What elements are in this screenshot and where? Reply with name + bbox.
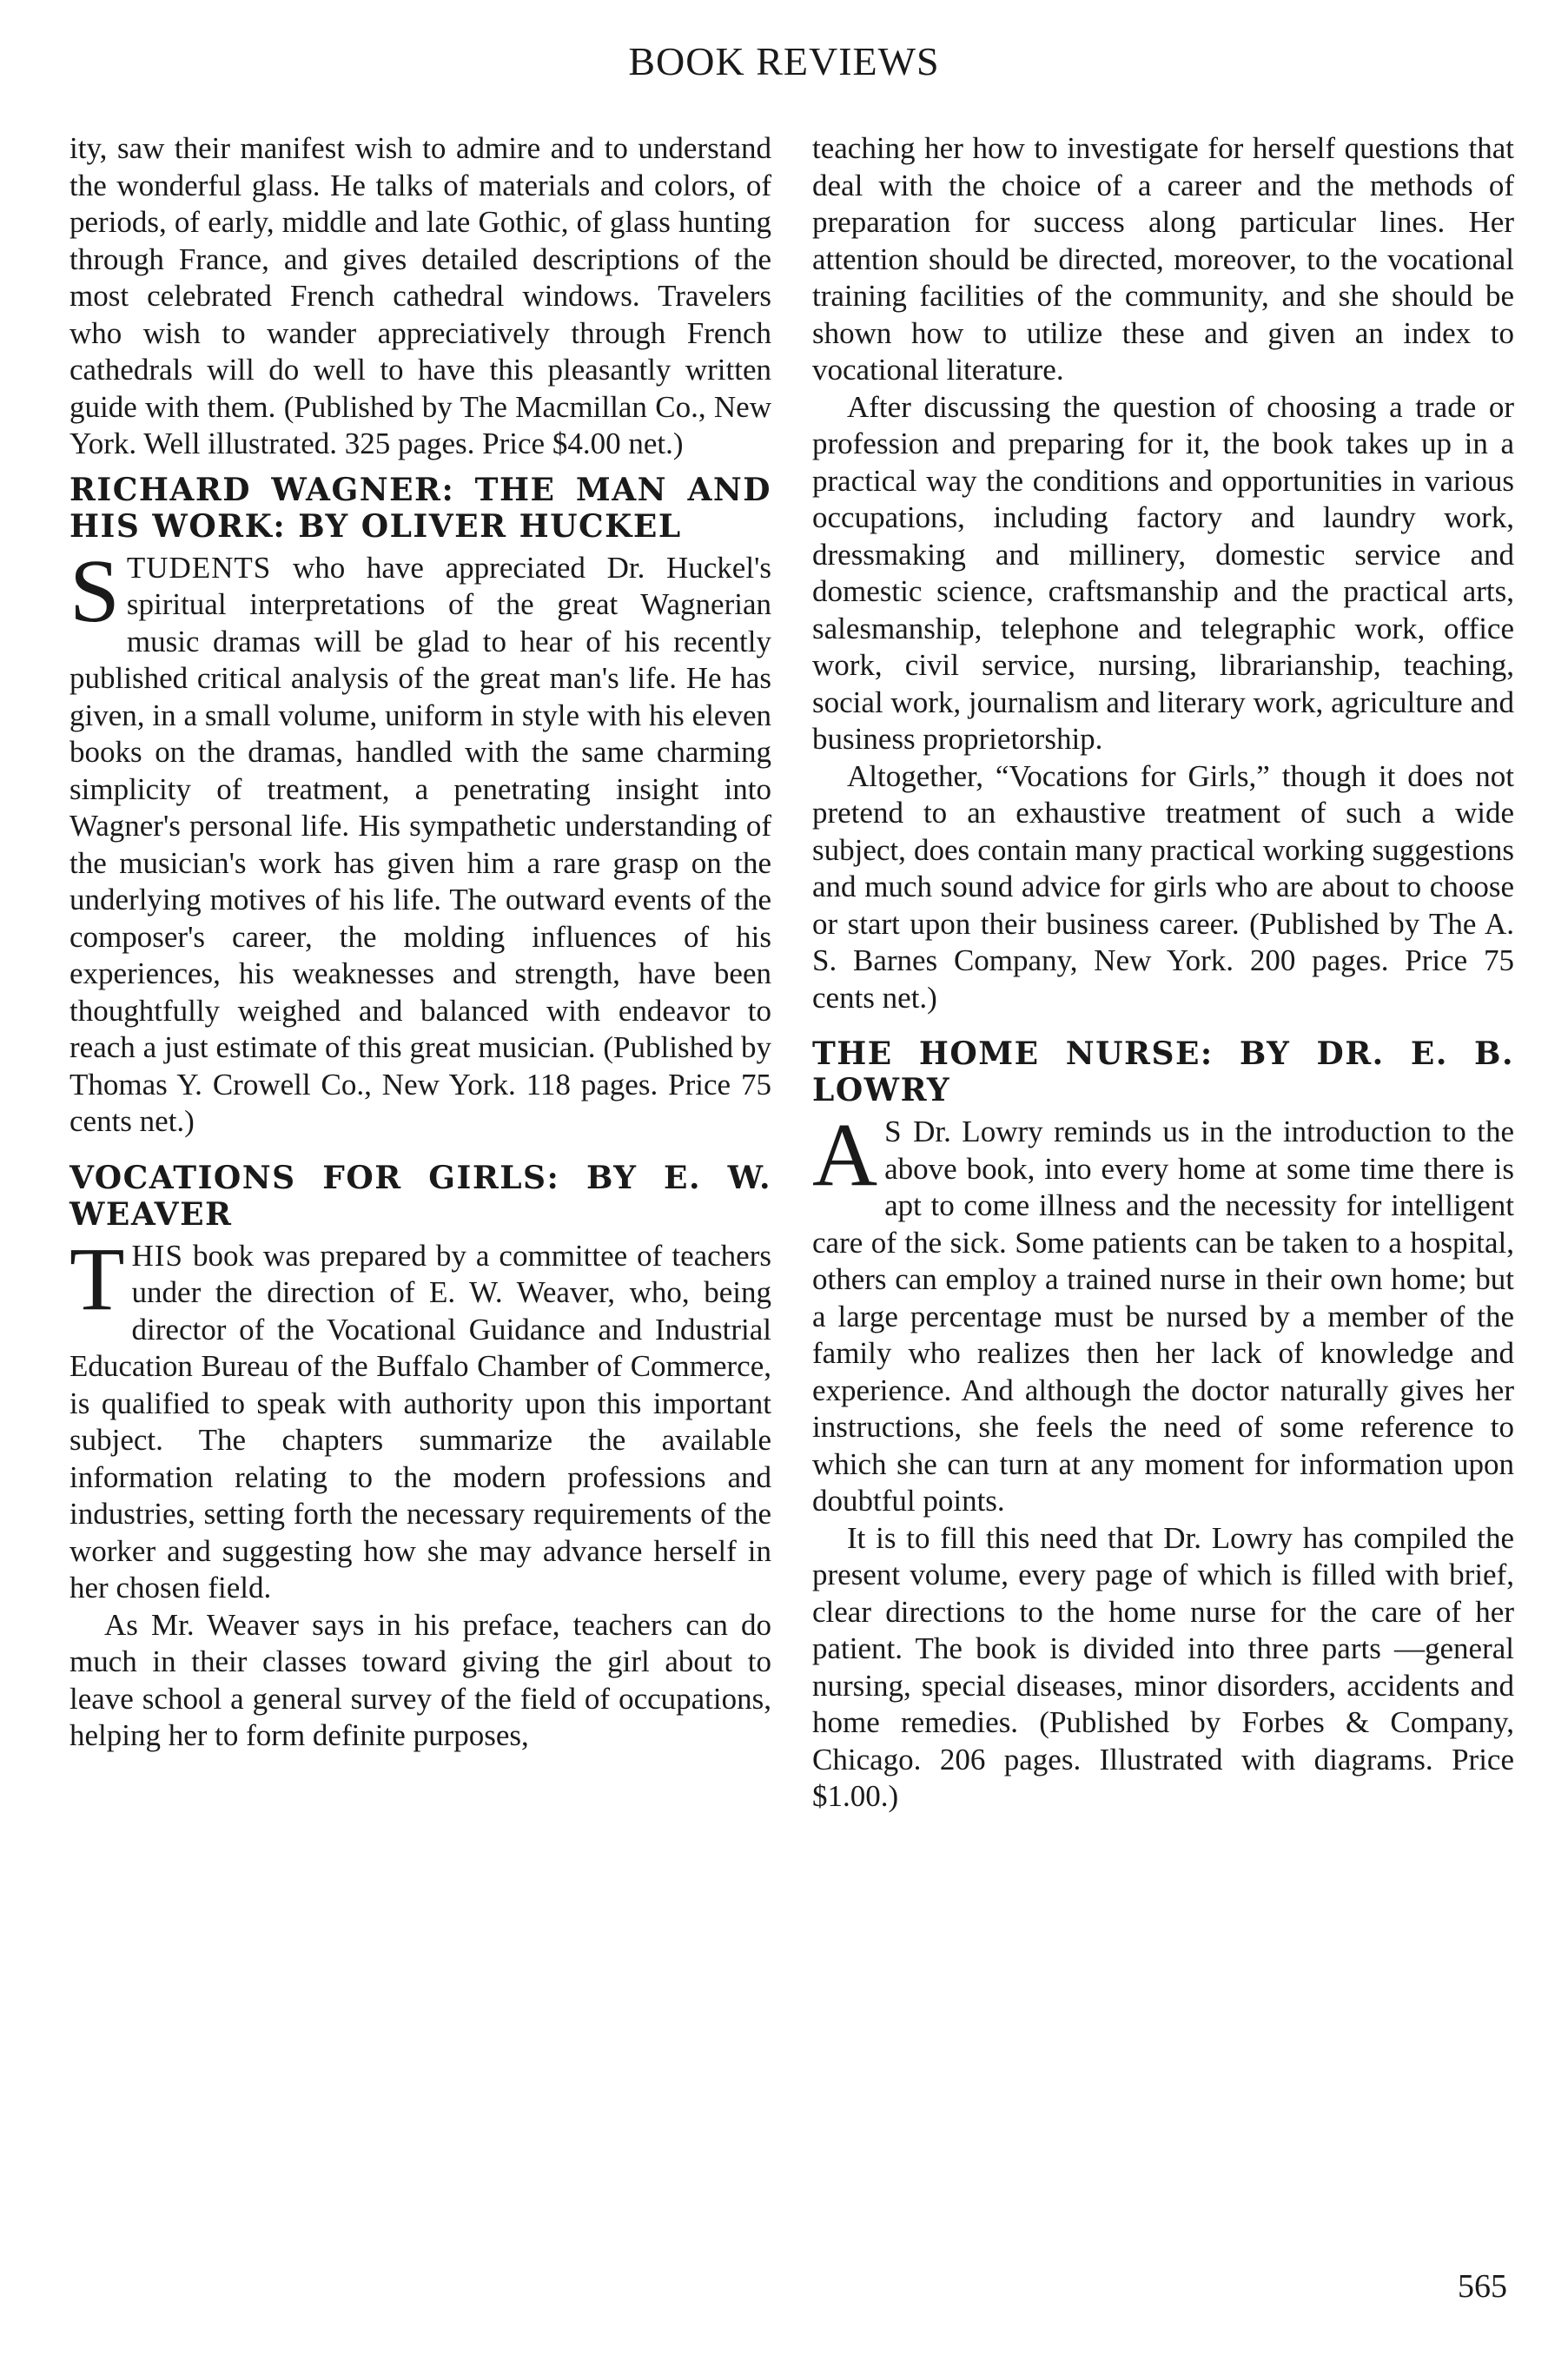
paragraph-text: who have appreciated Dr. Huckel's spiritual interpretations of the great Wagnerian music dramas will be glad to hear of his recently published critical analysis of the great man's life. He has given, in a small volume, uniform in style with his eleven books on the dramas, handled with the same charming simplicity of treatment, a penetrating insight into Wagner's personal life. His sympathetic understanding of the musician's work has given him a rare grasp on the underlying motives of his life. The outward events of the composer's career, the molding influences of his experiences, his weaknesses and strength, have been thoughtfully weighed and balanced with endeavor to reach a just estimate of this great musician. (Published by Thomas Y. Crowell Co., New York. 118 pages. Price 75 cents net.) (69, 550, 771, 1138)
review-heading-home-nurse: THE HOME NURSE: BY DR. E. B. LOWRY (812, 1035, 1514, 1108)
drop-cap: A (812, 1105, 878, 1205)
review-paragraph-home-nurse-1 (812, 1105, 1514, 1520)
paragraph-text: Dr. Lowry reminds us in the introduction to the above book, into every home at some time there is apt to come illness and the necessity for intelligent care of the sick. Some patients can be taken to a hospital, others can employ a trained nurse in their own home; but a large percentage must be nursed by a member of the family who realizes then her lack of knowledge and experience. And although the doctor naturally gives her instructions, she feels the need of some reference to which she can turn at any moment for information upon doubtful points. (812, 1115, 1514, 1518)
review-paragraph-home-nurse-2: It is to fill this need that Dr. Lowry has compiled the present volume, every page of which is filled with brief, clear directions to the home nurse for the care of her patient. The book is divided into three parts —general nursing, special diseases, minor disorders, accidents and home remedies. (Published by Forbes & Company, Chicago. 206 pages. Illustrated with diagrams. Price $1.00.) (812, 1520, 1514, 1813)
lead-word: S (884, 1115, 903, 1148)
review-paragraph-vocations-2-cont: teaching her how to investigate for herself questions that deal with the choice of a career and the methods of preparation for success along particular lines. Her attention should be directed, moreover, to the vocational training facilities of the community, and she should be shown how to utilize these and given an index to vocational literature. (812, 131, 1514, 387)
drop-cap: T (69, 1228, 125, 1329)
lead-word: TUDENTS (126, 550, 272, 585)
review-heading-vocations: VOCATIONS FOR GIRLS: BY E. W. WEAVER (69, 1159, 771, 1233)
review-heading-wagner: RICHARD WAGNER: THE MAN AND HIS WORK: BY OLIVER HUCKEL (69, 471, 771, 545)
right-column (812, 130, 1514, 1816)
review-paragraph-wagner (69, 540, 771, 1141)
drop-cap: S (69, 540, 120, 641)
review-paragraph-vocations-2: As Mr. Weaver says in his preface, teachers can do much in their classes toward giving the girl about to leave school a general survey of the field of occupations, helping her to form definite purposes, (69, 1607, 771, 1752)
review-paragraph-vocations-1 (69, 1228, 771, 1607)
lead-word: HIS (131, 1238, 183, 1273)
paragraph-text: book was prepared by a committee of teachers under the direction of E. W. Weaver, who, being director of the Vocational Guidance and Industrial Education Bureau of the Buffalo Chamber of Commerce, is qualified to speak with authority upon this important subject. The chapters summarize the available information relating to the modern professions and industries, setting forth the necessary requirements of the worker and suggesting how she may advance herself in her chosen field. (69, 1238, 771, 1604)
left-column (69, 130, 771, 1755)
review-paragraph-vocations-4: Altogether, “Vocations for Girls,” though it does not pretend to an exhaustive treatment of such a wide subject, does contain many practical working suggestions and much sound advice for girls who are about to choose or start upon their business career. (Published by The A. S. Barnes Company, New York. 200 pages. Price 75 cents net.) (812, 758, 1514, 1015)
continued-paragraph: ity, saw their manifest wish to admire and to understand the wonderful glass. He talks of materials and colors, of periods, of early, middle and late Gothic, of glass hunting through France, and gives detailed descriptions of the most celebrated French cathedral windows. Travelers who wish to wander appreciatively through French cathedrals will do well to have this pleasantly written guide with them. (Published by The Macmillan Co., New York. Well illustrated. 325 pages. Price $4.00 net.) (69, 131, 771, 460)
page-number: 565 (1458, 2268, 1507, 2305)
review-paragraph-vocations-3: After discussing the question of choosing a trade or profession and preparing for it, the book takes up in a practical way the conditions and opportunities in various occupations, including factory and laundry work, dressmaking and millinery, domestic service and domestic science, craftsmanship and the practical arts, salesmanship, telephone and telegraphic work, office work, civil service, nursing, librarianship, teaching, social work, journalism and literary work, agriculture and business proprietorship. (812, 389, 1514, 756)
page-title: BOOK REVIEWS (628, 39, 940, 83)
